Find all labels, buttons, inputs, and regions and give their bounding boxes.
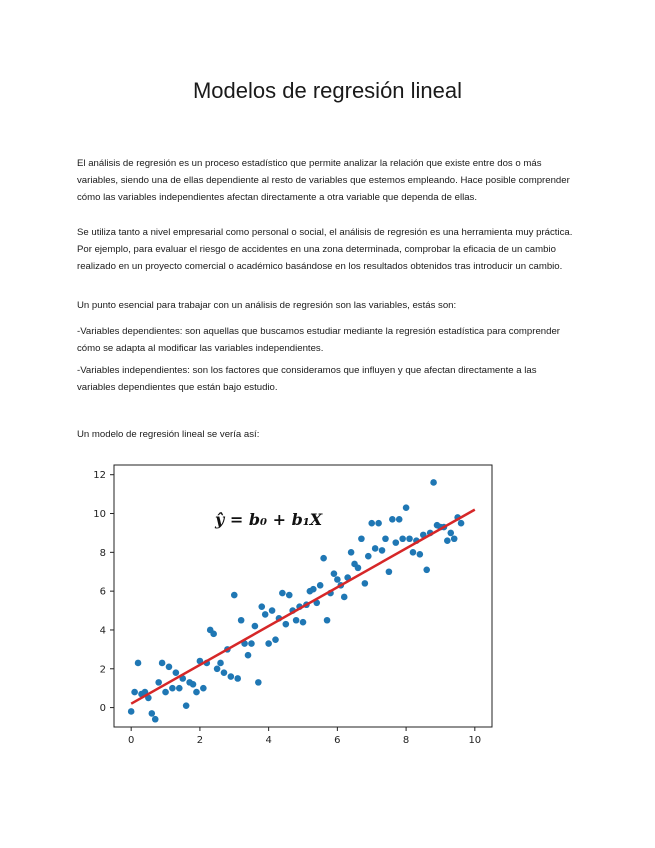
data-point xyxy=(200,685,207,692)
data-point xyxy=(447,530,454,537)
data-point xyxy=(279,590,286,597)
data-point xyxy=(389,516,396,523)
y-tick-label: 8 xyxy=(99,547,106,559)
data-point xyxy=(293,617,300,624)
x-tick-label: 2 xyxy=(196,735,204,746)
regression-line xyxy=(131,510,475,704)
x-tick-label: 8 xyxy=(402,735,410,746)
data-point xyxy=(283,621,290,628)
x-tick-label: 6 xyxy=(334,735,341,746)
data-point xyxy=(217,660,224,667)
data-point xyxy=(245,652,252,659)
data-point xyxy=(169,685,176,692)
y-tick-label: 0 xyxy=(99,703,106,715)
data-point xyxy=(444,537,451,544)
y-tick-label: 10 xyxy=(93,509,106,521)
x-axis xyxy=(128,727,481,746)
paragraph-dependent-variables: -Variables dependientes: son aquellas que buscamos estudiar mediante la regresión estadística para comprender cómo se adapta al modificar las variables independientes. xyxy=(77,326,560,354)
data-point xyxy=(417,551,424,558)
data-point xyxy=(348,549,355,556)
paragraph-intro: El análisis de regresión es un proceso estadístico que permite analizar la relación que existe entre dos o más variables, siendo una de ellas dependiente al resto de variables que estemos empleando. Hace posible comprender cómo las variables independientes afectan directamente a otra variable que dependa de ellas. xyxy=(77,158,570,203)
data-point xyxy=(399,535,406,542)
data-point xyxy=(238,617,245,624)
data-point xyxy=(430,479,437,486)
data-point xyxy=(406,535,413,542)
data-point xyxy=(162,689,169,696)
data-point xyxy=(255,679,262,686)
data-point xyxy=(341,594,348,601)
data-point xyxy=(155,679,162,686)
data-point xyxy=(128,708,135,715)
paragraph-uses: Se utiliza tanto a nivel empresarial como personal o social, el análisis de regresión es una herramienta muy práctica. Por ejemplo, para evaluar el riesgo de accidentes en una zona determinada, comprobar la eficacia de un cambio realizado en un proyecto comercial o académico basándose en los resultados obtenidos tras introducir un cambio. xyxy=(77,227,573,272)
data-point xyxy=(269,607,276,614)
data-point xyxy=(210,631,217,638)
data-point xyxy=(152,716,159,723)
x-tick-label: 10 xyxy=(468,735,482,746)
data-point xyxy=(149,710,156,717)
data-point xyxy=(396,516,403,523)
data-point xyxy=(234,675,241,682)
data-point xyxy=(286,592,293,599)
data-point xyxy=(375,520,382,527)
data-point xyxy=(262,611,269,618)
data-point xyxy=(166,664,173,671)
y-tick-label: 2 xyxy=(99,664,106,676)
data-point xyxy=(300,619,307,626)
data-point xyxy=(248,640,255,647)
data-point xyxy=(331,570,338,577)
data-point xyxy=(382,535,389,542)
data-point xyxy=(423,567,430,574)
data-point xyxy=(190,681,197,688)
data-point xyxy=(320,555,327,562)
y-tick-label: 4 xyxy=(99,625,106,637)
data-point xyxy=(362,580,369,587)
data-point xyxy=(458,520,465,527)
data-point xyxy=(368,520,375,527)
data-point xyxy=(355,565,362,572)
data-point xyxy=(173,669,180,676)
data-point xyxy=(379,547,386,554)
data-point xyxy=(228,673,235,680)
data-point xyxy=(265,640,272,647)
regression-equation: ŷ = b₀ + b₁X xyxy=(215,510,323,529)
data-point xyxy=(451,535,458,542)
y-axis xyxy=(93,470,114,714)
data-point xyxy=(252,623,259,630)
data-point xyxy=(358,535,365,542)
y-tick-label: 6 xyxy=(99,586,106,598)
data-point xyxy=(365,553,372,560)
data-point xyxy=(317,582,324,589)
data-point xyxy=(403,504,410,511)
data-point xyxy=(324,617,331,624)
data-point xyxy=(176,685,183,692)
data-point xyxy=(214,665,221,672)
data-point xyxy=(310,586,317,593)
data-point xyxy=(231,592,238,599)
data-point xyxy=(334,576,341,583)
paragraph-independent-variables: -Variables independientes: son los factores que consideramos que influyen y que afectan directamente a las variables dependientes que están bajo estudio. xyxy=(77,365,537,393)
data-point xyxy=(272,636,279,643)
data-point xyxy=(410,549,417,556)
y-tick-label: 12 xyxy=(93,470,106,482)
data-point xyxy=(258,603,265,610)
paragraph-model-intro: Un modelo de regresión lineal se vería así: xyxy=(77,429,260,440)
data-point xyxy=(372,545,379,552)
paragraph-variables: Un punto esencial para trabajar con un análisis de regresión son las variables, estás son: xyxy=(77,300,457,311)
data-point xyxy=(183,702,190,709)
data-point xyxy=(131,689,138,696)
data-point xyxy=(135,660,142,667)
data-point xyxy=(193,689,200,696)
x-tick-label: 4 xyxy=(265,735,272,746)
page-title: Modelos de regresión lineal xyxy=(192,78,463,103)
data-point xyxy=(159,660,166,667)
regression-scatter-chart xyxy=(80,460,510,750)
data-point xyxy=(392,539,399,546)
data-point xyxy=(221,669,228,676)
x-tick-label: 0 xyxy=(127,735,135,746)
data-point xyxy=(386,568,393,575)
